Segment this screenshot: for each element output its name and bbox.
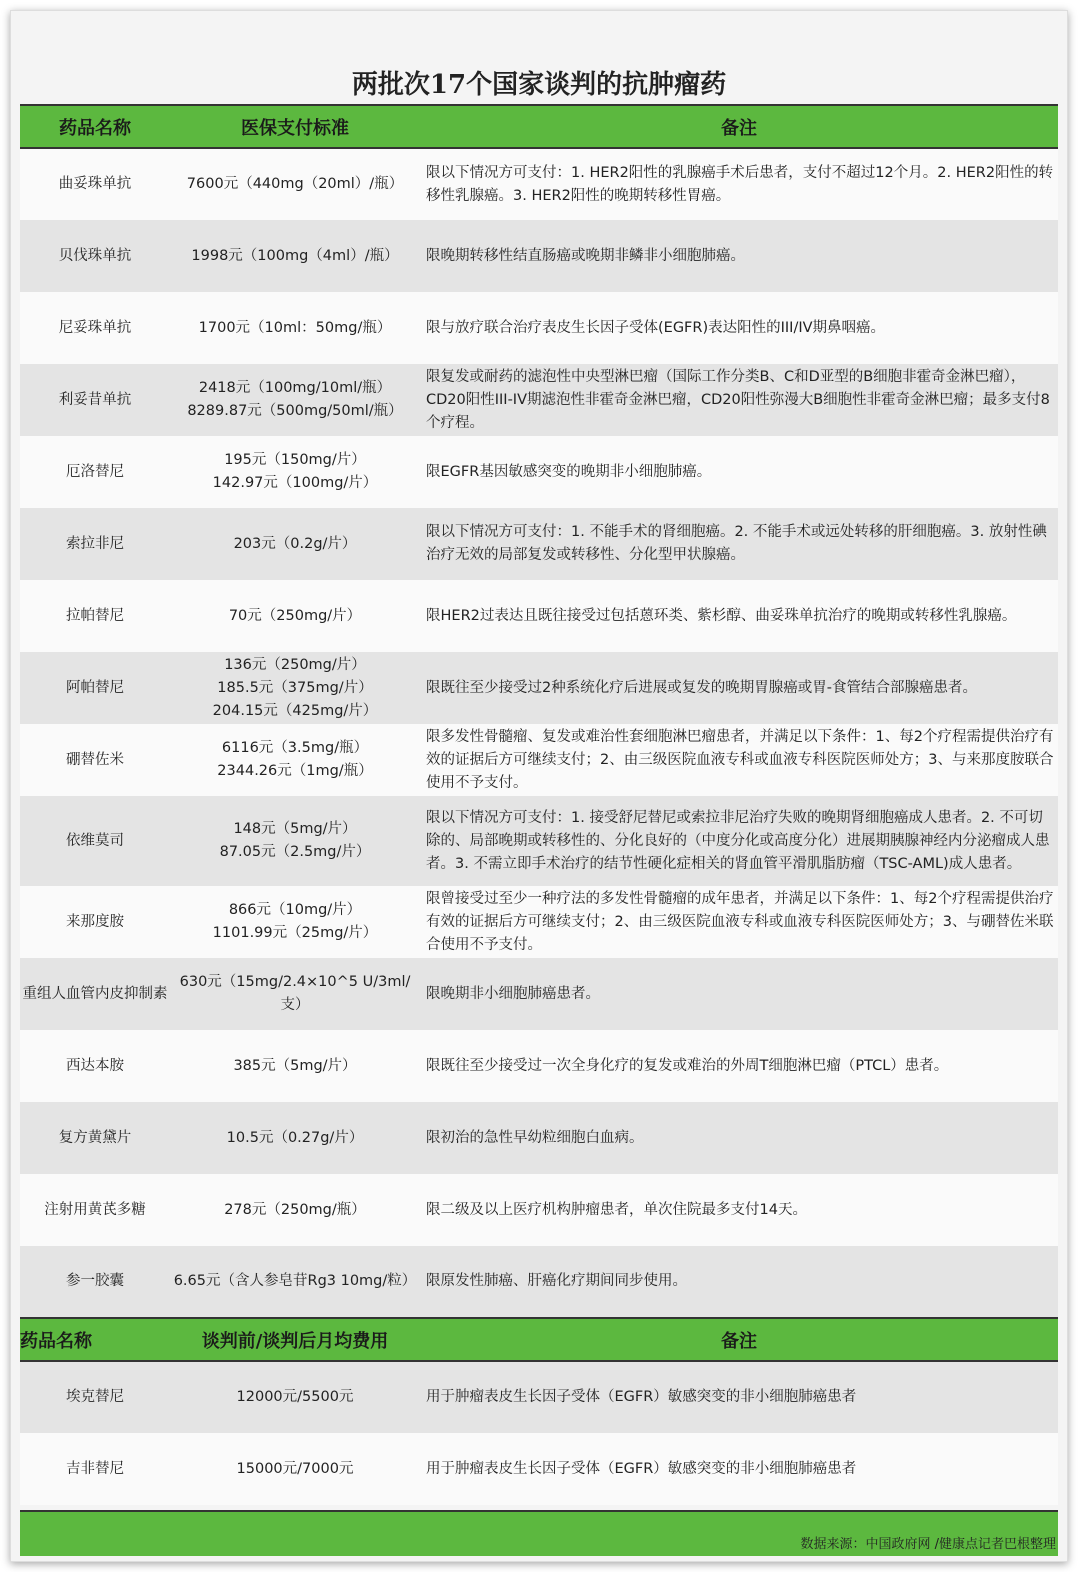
remark: 限EGFR基因敏感突变的晚期非小细胞肺癌。 [420, 436, 1058, 508]
footer-bar [20, 1510, 1058, 1556]
table-header-2 [20, 1318, 1058, 1361]
drug-name: 拉帕替尼 [20, 580, 170, 652]
drug-name: 埃克替尼 [20, 1361, 170, 1433]
table-row [20, 148, 1058, 220]
remark: 限与放疗联合治疗表皮生长因子受体(EGFR)表达阳性的III/IV期鼻咽癌。 [420, 292, 1058, 364]
header2-note: 备注 [420, 1318, 1058, 1361]
remark: 用于肿瘤表皮生长因子受体（EGFR）敏感突变的非小细胞肺癌患者 [420, 1433, 1058, 1505]
table-row [20, 1361, 1058, 1433]
table-row [20, 508, 1058, 580]
drug-name: 贝伐珠单抗 [20, 220, 170, 292]
remark: 限以下情况方可支付：1. 不能手术的肾细胞癌。2. 不能手术或远处转移的肝细胞癌。3. 放射性碘治疗无效的局部复发或转移性、分化型甲状腺癌。 [420, 508, 1058, 580]
drug-name: 利妥昔单抗 [20, 364, 170, 436]
drug-name: 厄洛替尼 [20, 436, 170, 508]
remark: 限初治的急性早幼粒细胞白血病。 [420, 1102, 1058, 1174]
remark: 限复发或耐药的滤泡性中央型淋巴瘤（国际工作分类B、C和D亚型的B细胞非霍奇金淋巴瘤），CD20阳性III-IV期滤泡性非霍奇金淋巴瘤，CD20阳性弥漫大B细胞性非霍奇金淋巴瘤；最多支付8个疗程。 [420, 364, 1058, 436]
payment-standard: 136元（250mg/片） 185.5元（375mg/片） 204.15元（425mg/片） [170, 652, 420, 724]
table-row [20, 436, 1058, 508]
payment-standard: 12000元/5500元 [170, 1361, 420, 1433]
payment-standard: 866元（10mg/片） 1101.99元（25mg/片） [170, 886, 420, 958]
drug-name: 依维莫司 [20, 796, 170, 886]
remark: 限既往至少接受过2种系统化疗后进展或复发的晚期胃腺癌或胃-食管结合部腺癌患者。 [420, 652, 1058, 724]
table-row [20, 1102, 1058, 1174]
table-row [20, 1433, 1058, 1505]
payment-standard: 148元（5mg/片） 87.05元（2.5mg/片） [170, 796, 420, 886]
remark: 限多发性骨髓瘤、复发或难治性套细胞淋巴瘤患者，并满足以下条件：1、每2个疗程需提供治疗有效的证据后方可继续支付；2、由三级医院血液专科或血液专科医院医师处方；3、与来那度胺联合使用不予支付。 [420, 724, 1058, 796]
page-title: 两批次17个国家谈判的抗肿瘤药 [351, 70, 727, 100]
remark: 限以下情况方可支付：1. 接受舒尼替尼或索拉非尼治疗失败的晚期肾细胞癌成人患者。2. 不可切除的、局部晚期或转移性的、分化良好的（中度分化或高度分化）进展期胰腺神经内分泌瘤成人患者。3. 不需立即手术治疗的结节性硬化症相关的肾血管平滑肌脂肪瘤（TSC-AML)成人患者。 [420, 796, 1058, 886]
remark: 限以下情况方可支付：1. HER2阳性的乳腺癌手术后患者，支付不超过12个月。2. HER2阳性的转移性乳腺癌。3. HER2阳性的晚期转移性胃癌。 [420, 148, 1058, 220]
drug-name: 硼替佐米 [20, 724, 170, 796]
remark: 限曾接受过至少一种疗法的多发性骨髓瘤的成年患者，并满足以下条件：1、每2个疗程需提供治疗有效的证据后方可继续支付；2、由三级医院血液专科或血液专科医院医师处方；3、与硼替佐米联合使用不予支付。 [420, 886, 1058, 958]
payment-standard: 2418元（100mg/10ml/瓶） 8289.87元（500mg/50ml/瓶） [170, 364, 420, 436]
payment-standard: 15000元/7000元 [170, 1433, 420, 1505]
drug-name: 西达本胺 [20, 1030, 170, 1102]
drug-name: 索拉非尼 [20, 508, 170, 580]
payment-standard: 1998元（100mg（4ml）/瓶） [170, 220, 420, 292]
payment-standard: 630元（15mg/2.4×10^5 U/3ml/支） [170, 958, 420, 1030]
table-row [20, 886, 1058, 958]
source-note: 数据来源：中国政府网 /健康点记者巴根整理 [800, 1537, 1056, 1552]
drug-name: 尼妥珠单抗 [20, 292, 170, 364]
drug-table [20, 104, 1058, 1505]
table-row [20, 580, 1058, 652]
header2-price: 谈判前/谈判后月均费用 [170, 1318, 420, 1361]
header-price: 医保支付标准 [170, 105, 420, 148]
drug-name: 注射用黄芪多糖 [20, 1174, 170, 1246]
table-row [20, 220, 1058, 292]
table-row [20, 1174, 1058, 1246]
table-row [20, 796, 1058, 886]
payment-standard: 385元（5mg/片） [170, 1030, 420, 1102]
drug-name: 阿帕替尼 [20, 652, 170, 724]
remark: 限既往至少接受过一次全身化疗的复发或难治的外周T细胞淋巴瘤（PTCL）患者。 [420, 1030, 1058, 1102]
payment-standard: 203元（0.2g/片） [170, 508, 420, 580]
payment-standard: 70元（250mg/片） [170, 580, 420, 652]
remark: 限原发性肺癌、肝癌化疗期间同步使用。 [420, 1246, 1058, 1318]
payment-standard: 6116元（3.5mg/瓶） 2344.26元（1mg/瓶） [170, 724, 420, 796]
payment-standard: 1700元（10ml：50mg/瓶） [170, 292, 420, 364]
remark: 限二级及以上医疗机构肿瘤患者，单次住院最多支付14天。 [420, 1174, 1058, 1246]
payment-standard: 278元（250mg/瓶） [170, 1174, 420, 1246]
table-row [20, 364, 1058, 436]
payment-standard: 10.5元（0.27g/片） [170, 1102, 420, 1174]
table-row [20, 652, 1058, 724]
drug-name: 吉非替尼 [20, 1433, 170, 1505]
payment-standard: 195元（150mg/片） 142.97元（100mg/片） [170, 436, 420, 508]
table-row [20, 1246, 1058, 1318]
header-note: 备注 [420, 105, 1058, 148]
remark: 用于肿瘤表皮生长因子受体（EGFR）敏感突变的非小细胞肺癌患者 [420, 1361, 1058, 1433]
payment-standard: 6.65元（含人参皂苷Rg3 10mg/粒） [170, 1246, 420, 1318]
remark: 限晚期非小细胞肺癌患者。 [420, 958, 1058, 1030]
drug-name: 曲妥珠单抗 [20, 148, 170, 220]
table-row [20, 1030, 1058, 1102]
header2-name: 药品名称 [20, 1318, 170, 1361]
table-row [20, 724, 1058, 796]
drug-name: 重组人血管内皮抑制素 [20, 958, 170, 1030]
remark: 限晚期转移性结直肠癌或晚期非鳞非小细胞肺癌。 [420, 220, 1058, 292]
remark: 限HER2过表达且既往接受过包括蒽环类、紫杉醇、曲妥珠单抗治疗的晚期或转移性乳腺癌。 [420, 580, 1058, 652]
table-header [20, 105, 1058, 148]
table-row [20, 292, 1058, 364]
header-name: 药品名称 [20, 105, 170, 148]
drug-name: 复方黄黛片 [20, 1102, 170, 1174]
drug-name: 来那度胺 [20, 886, 170, 958]
drug-name: 参一胶囊 [20, 1246, 170, 1318]
payment-standard: 7600元（440mg（20ml）/瓶） [170, 148, 420, 220]
table-row [20, 958, 1058, 1030]
